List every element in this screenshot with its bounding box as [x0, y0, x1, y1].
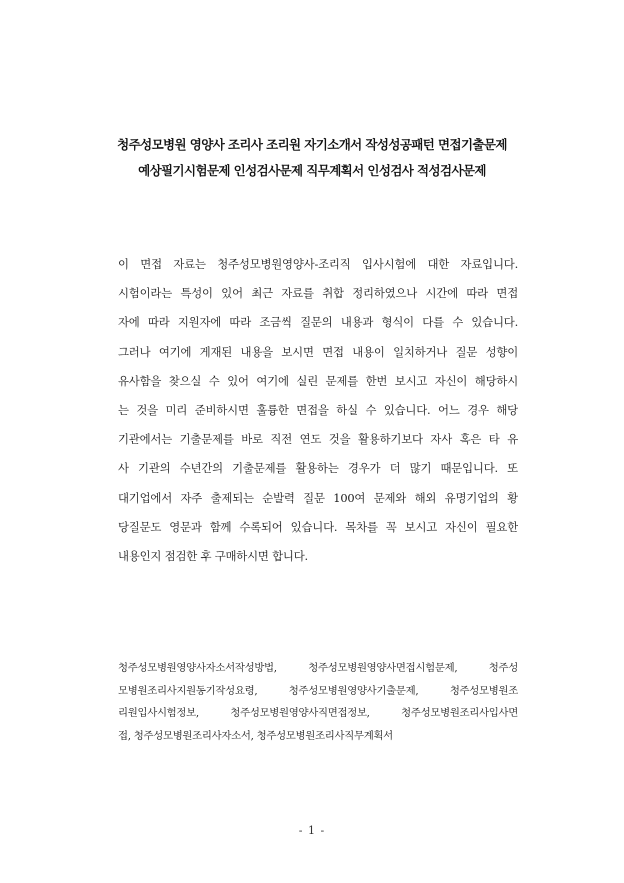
page-number: - 1 -: [298, 824, 326, 837]
title-line-2: 예상필기시험문제 인성검사문제 직무계획서 인성검사 적성검사문제: [138, 163, 486, 178]
paragraph-line: 대기업에서 자주 출제되는 순발력 질문 100여 문제와 해외 유명기업의 황: [118, 490, 518, 505]
paragraph-line: 기관에서는 기출문제를 바로 직전 연도 것을 활용하기보다 자사 혹은 타 유: [118, 432, 518, 447]
paragraph-line: 유사함을 찾으실 수 있어 여기에 실린 문제를 한번 보시고 자신이 해당하시: [118, 373, 518, 388]
keyword-line: 접, 청주성모병원조리사자소서, 청주성모병원조리사직무계획서: [118, 729, 393, 742]
keyword-line: 리원입사시험정보, 청주성모병원영양사직면접정보, 청주성모병원조리사입사면: [118, 707, 518, 719]
keyword-line: 청주성모병원영양사자소서작성방법, 청주성모병원영양사면접시험문제, 청주성: [118, 662, 518, 674]
paragraph-line: 사 기관의 수년간의 기출문제를 활용하는 경우가 더 많기 때문입니다. 또: [118, 461, 518, 476]
title-line-1: 청주성모병원 영양사 조리사 조리원 자기소개서 작성성공패턴 면접기출문제: [117, 137, 507, 152]
keyword-line: 모병원조리사지원동기작성요령, 청주성모병원영양사기출문제, 청주성모병원조: [118, 684, 518, 697]
intro-paragraph: [118, 250, 518, 571]
paragraph-line: 그러나 여기에 게재된 내용을 보시면 면접 내용이 일치하거나 질문 성향이: [118, 344, 518, 359]
keyword-paragraph: [118, 657, 518, 747]
paragraph-line: 자에 따라 지원자에 따라 조금씩 질문의 내용과 형식이 다를 수 있습니다.: [118, 315, 518, 330]
document-title: [60, 132, 564, 184]
paragraph-line: 시험이라는 특성이 있어 최근 자료를 취합 정리하였으나 시간에 따라 면접: [118, 286, 518, 301]
paragraph-line: 내용인지 점검한 후 구매하시면 합니다.: [118, 548, 308, 563]
paragraph-line: 는 것을 미리 준비하시면 훌륭한 면접을 하실 수 있습니다. 어느 경우 해당: [118, 402, 518, 417]
paragraph-line: 이 면접 자료는 청주성모병원영양사-조리직 입사시험에 대한 자료입니다.: [118, 257, 518, 271]
paragraph-line: 당질문도 영문과 함께 수록되어 있습니다. 목차를 꼭 보시고 자신이 필요한: [118, 519, 518, 534]
